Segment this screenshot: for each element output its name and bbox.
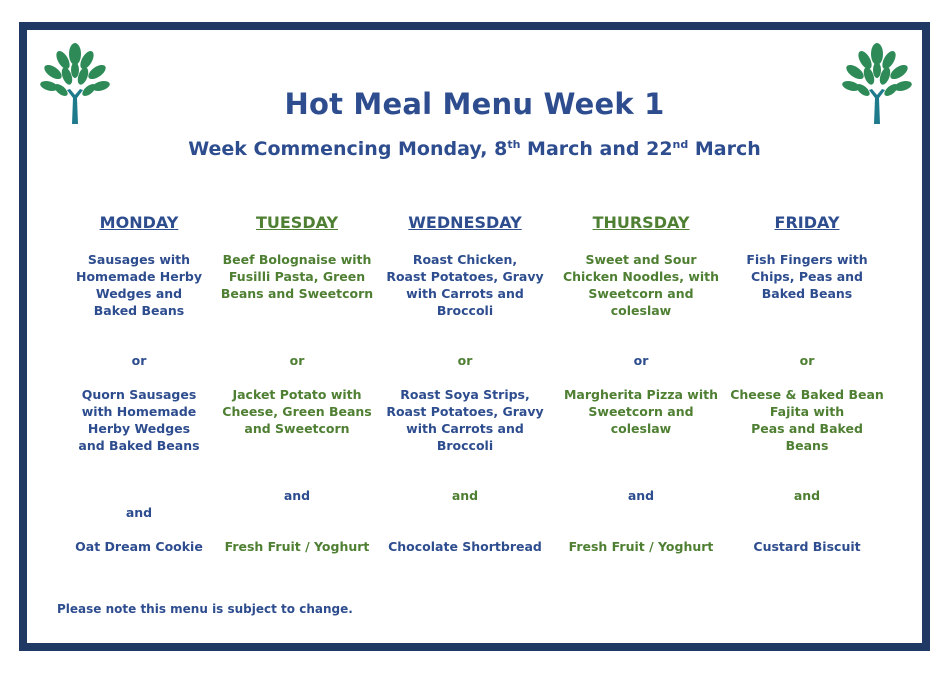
day-column-thursday <box>561 30 721 643</box>
day-heading: FRIDAY <box>774 213 840 232</box>
alternative-dish: Quorn Sausages with Homemade Herby Wedges and Baked Beans <box>78 387 200 453</box>
dessert: Custard Biscuit <box>753 539 861 554</box>
day-column-tuesday <box>217 30 377 643</box>
main-dish: Sausages with Homemade Herby Wedges and Baked Beans <box>76 252 202 318</box>
disclaimer-note: Please note this menu is subject to change. <box>57 602 353 616</box>
day-heading: WEDNESDAY <box>408 213 522 232</box>
main-dish: Roast Chicken, Roast Potatoes, Gravy with Carrots and Broccoli <box>386 252 544 318</box>
week-commencing: Week Commencing Monday, 8th March and 22nd March <box>188 138 761 160</box>
dessert: Chocolate Shortbread <box>388 539 542 554</box>
or-label: or <box>289 353 305 368</box>
day-heading: TUESDAY <box>255 213 339 232</box>
alternative-dish: Roast Soya Strips, Roast Potatoes, Gravy with Carrots and Broccoli <box>386 387 544 453</box>
or-label: or <box>131 353 147 368</box>
page-title: Hot Meal Menu Week 1 <box>284 87 665 121</box>
main-dish: Beef Bolognaise with Fusilli Pasta, Green Beans and Sweetcorn <box>220 252 374 301</box>
and-label: and <box>451 488 479 503</box>
and-label: and <box>283 488 311 503</box>
main-dish: Fish Fingers with Chips, Peas and Baked Beans <box>746 252 868 301</box>
day-heading: THURSDAY <box>592 213 690 232</box>
dessert: Oat Dream Cookie <box>75 539 203 554</box>
alternative-dish: Jacket Potato with Cheese, Green Beans and Sweetcorn <box>222 387 372 436</box>
dessert: Fresh Fruit / Yoghurt <box>224 539 370 554</box>
alternative-dish: Margherita Pizza with Sweetcorn and coleslaw <box>563 387 719 436</box>
day-column-wednesday <box>385 30 545 643</box>
and-label: and <box>627 488 655 503</box>
and-label: and <box>125 505 153 520</box>
or-label: or <box>633 353 649 368</box>
or-label: or <box>799 353 815 368</box>
and-label: and <box>793 488 821 503</box>
alternative-dish: Cheese & Baked Bean Fajita with Peas and Baked Beans <box>730 387 884 453</box>
or-label: or <box>457 353 473 368</box>
main-dish: Sweet and Sour Chicken Noodles, with Sweetcorn and coleslaw <box>562 252 720 318</box>
dessert: Fresh Fruit / Yoghurt <box>568 539 714 554</box>
day-heading: MONDAY <box>99 213 179 232</box>
day-column-friday <box>727 30 887 643</box>
menu-frame <box>19 22 930 651</box>
day-column-monday <box>63 30 215 643</box>
